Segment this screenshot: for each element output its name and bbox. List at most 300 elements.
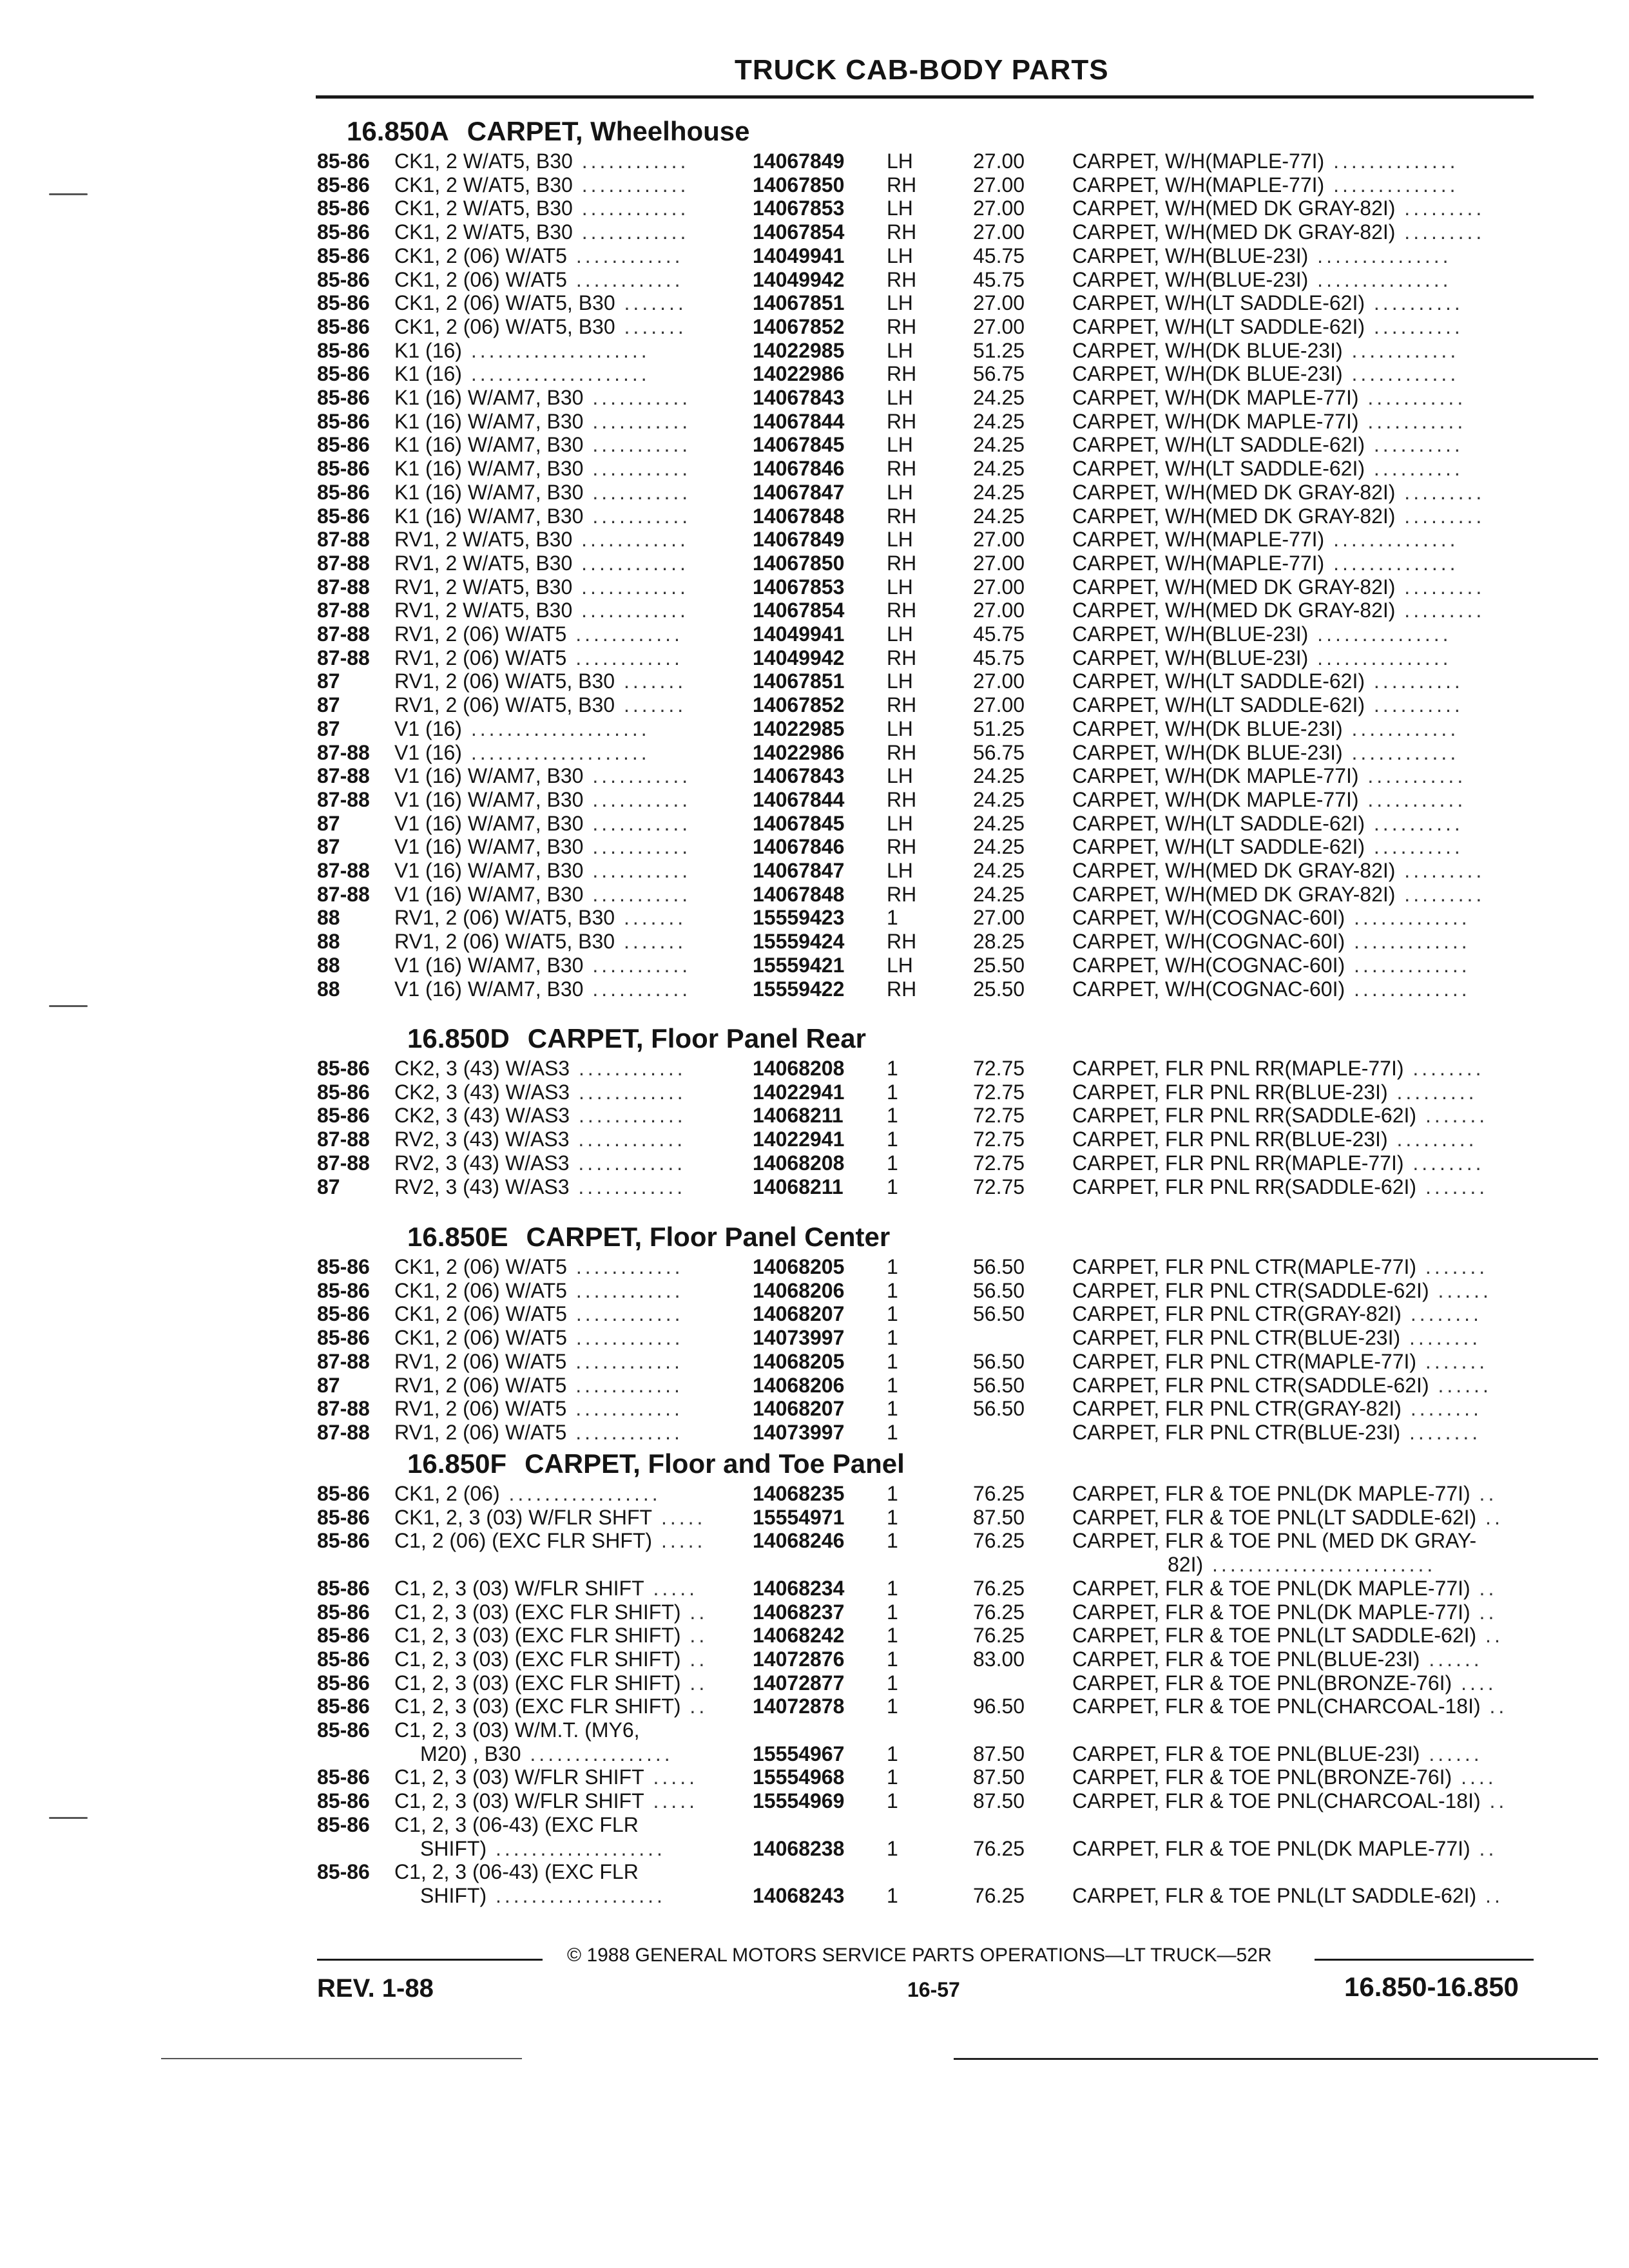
side-or-qty: RH [887,693,917,717]
price: 27.00 [973,551,1025,575]
leader-dots: ............ [566,244,684,267]
application: RV1, 2 (06) W/AT5 ............ [394,1397,683,1421]
part-number: 14067846 [753,835,845,859]
side-or-qty: LH [887,764,913,788]
leader-dots: ............. [1345,930,1470,954]
part-number: 14067853 [753,575,845,599]
application: K1 (16) W/AM7, B30 ........... [394,386,691,409]
description: CARPET, W/H(DK BLUE-23I) ............ [1072,716,1460,740]
side-or-qty: RH [887,220,917,244]
model-years: 85-86 [317,1765,370,1789]
side-or-qty: LH [887,291,913,315]
leader-dots: ............... [1308,244,1452,267]
application: RV1, 2 W/AT5, B30 ............ [394,599,689,622]
side-or-qty: RH [887,457,917,481]
side-or-qty: LH [887,197,913,220]
price: 76.25 [973,1529,1025,1553]
model-years: 87-88 [317,1349,370,1373]
description: CARPET, W/H(LT SADDLE-62I) .......... [1072,291,1463,315]
description: CARPET, FLR PNL RR(BLUE-23I) ......... [1072,1080,1478,1104]
leader-dots: ........... [583,835,691,859]
leader-dots: .................... [461,338,650,362]
price: 24.25 [973,764,1025,788]
leader-dots: ............. [1345,977,1470,1001]
application: RV1, 2 (06) W/AT5 ............ [394,646,683,669]
description: CARPET, W/H(DK BLUE-23I) ............ [1072,740,1460,764]
leader-dots: .. [1476,1883,1503,1907]
side-or-qty: LH [887,149,913,173]
part-number: 14068211 [753,1104,843,1128]
description: CARPET, FLR & TOE PNL(BLUE-23I) ...... [1072,1647,1483,1671]
scan-mark [49,1817,88,1819]
leader-dots: ........... [583,457,691,481]
application: RV1, 2 W/AT5, B30 ............ [394,528,689,552]
leader-dots: .......... [1365,693,1463,717]
application: C1, 2, 3 (03) W/M.T. (MY6, [394,1718,640,1742]
section-code: 16.850D [407,1023,510,1053]
leader-dots: ......... [1395,504,1485,528]
leader-dots: ............ [566,1373,683,1397]
side-or-qty: RH [887,787,917,811]
side-or-qty: 1 [887,1742,898,1765]
description: CARPET, W/H(LT SADDLE-62I) .......... [1072,314,1463,338]
part-number: 14067854 [753,220,845,244]
application: C1, 2, 3 (03) W/FLR SHIFT ..... [394,1576,698,1600]
price: 24.25 [973,504,1025,528]
model-years: 85-86 [317,1529,370,1553]
model-years: 87-88 [317,575,370,599]
leader-dots: ...... [1420,1647,1483,1671]
leader-dots: .......... [1365,457,1463,481]
model-years: 85-86 [317,1278,370,1302]
revision-label: REV. 1-88 [317,1974,434,2003]
model-years: 87 [317,693,340,717]
model-years: 85-86 [317,1789,370,1813]
price: 76.25 [973,1624,1025,1648]
description: CARPET, FLR & TOE PNL (MED DK GRAY- [1072,1529,1477,1553]
price: 72.75 [973,1057,1025,1080]
side-or-qty: LH [887,953,913,977]
leader-dots: ................... [487,1883,666,1907]
description: CARPET, W/H(MED DK GRAY-82I) ......... [1072,220,1485,244]
leader-dots: ........ [1403,1151,1485,1175]
part-number: 14068243 [753,1883,845,1907]
price: 27.00 [973,173,1025,197]
model-years: 85-86 [317,1104,370,1128]
leader-dots: ............... [1308,267,1452,291]
price: 24.25 [973,409,1025,433]
side-or-qty: 1 [887,1600,898,1624]
price: 27.00 [973,669,1025,693]
model-years: 85-86 [317,1482,370,1505]
side-or-qty: LH [887,386,913,409]
leader-dots: .. [1476,1505,1503,1529]
model-years: 87 [317,835,340,859]
description: CARPET, W/H(LT SADDLE-62I) .......... [1072,457,1463,481]
model-years: 87-88 [317,882,370,906]
part-number: 14068234 [753,1576,845,1600]
model-years: 85-86 [317,267,370,291]
model-years: 87 [317,1175,340,1198]
description: CARPET, W/H(LT SADDLE-62I) .......... [1072,433,1463,457]
leader-dots: ......... [1395,220,1485,244]
model-years: 87-88 [317,740,370,764]
leader-dots: ................. [499,1482,661,1505]
leader-dots: .. [1476,1624,1503,1648]
part-number: 15559422 [753,977,845,1001]
description: CARPET, FLR PNL RR(BLUE-23I) ......... [1072,1128,1478,1151]
model-years: 85-86 [317,244,370,267]
part-number: 14022985 [753,716,845,740]
part-number: 14067851 [753,669,845,693]
leader-dots: .... [1452,1765,1497,1789]
leader-dots: .......... [1365,669,1463,693]
part-number: 14067843 [753,386,845,409]
description: CARPET, FLR & TOE PNL(LT SADDLE-62I) .. [1072,1624,1503,1648]
model-years: 87-88 [317,599,370,622]
application: K1 (16) W/AM7, B30 ........... [394,409,691,433]
leader-dots: ....... [615,314,687,338]
side-or-qty: 1 [887,1695,898,1718]
side-or-qty: 1 [887,906,898,930]
leader-dots: ............ [572,551,689,575]
part-number: 14022986 [753,740,845,764]
description: CARPET, FLR & TOE PNL(DK MAPLE-77I) .. [1072,1836,1498,1860]
footer-rule-right [1315,1959,1534,1961]
part-number: 14067849 [753,528,845,552]
side-or-qty: LH [887,859,913,882]
leader-dots: ....... [615,906,687,930]
description: CARPET, FLR PNL RR(MAPLE-77I) ........ [1072,1151,1485,1175]
model-years: 85-86 [317,409,370,433]
price: 27.00 [973,693,1025,717]
side-or-qty: 1 [887,1576,898,1600]
application: RV2, 3 (43) W/AS3 ............ [394,1128,686,1151]
price: 27.00 [973,197,1025,220]
leader-dots: .......... [1365,811,1463,835]
part-number: 14068207 [753,1397,845,1421]
section-code: 16.850F [407,1448,507,1479]
model-years: 88 [317,977,340,1001]
application: RV2, 3 (43) W/AS3 ............ [394,1151,686,1175]
description: CARPET, W/H(DK BLUE-23I) ............ [1072,338,1460,362]
leader-dots: ......... [1395,599,1485,622]
application: C1, 2, 3 (03) W/FLR SHIFT ..... [394,1765,698,1789]
leader-dots: .. [680,1600,708,1624]
application: RV1, 2 (06) W/AT5, B30 ....... [394,693,687,717]
description: CARPET, W/H(MED DK GRAY-82I) ......... [1072,882,1485,906]
side-or-qty: 1 [887,1104,898,1128]
leader-dots: .............. [1324,528,1459,552]
application: RV1, 2 W/AT5, B30 ............ [394,551,689,575]
part-number: 14067851 [753,291,845,315]
side-or-qty: RH [887,930,917,954]
leader-dots: ............ [1342,716,1460,740]
price: 25.50 [973,977,1025,1001]
side-or-qty: 1 [887,1482,898,1505]
side-or-qty: 1 [887,1373,898,1397]
side-or-qty: 1 [887,1057,898,1080]
leader-dots: ............ [570,1080,686,1104]
application: K1 (16) W/AM7, B30 ........... [394,433,691,457]
model-years: 85-86 [317,173,370,197]
price: 45.75 [973,622,1025,646]
application: V1 (16) W/AM7, B30 ........... [394,787,691,811]
part-number: 14049941 [753,622,845,646]
application: C1, 2, 3 (03) (EXC FLR SHIFT) .. [394,1624,708,1648]
leader-dots: ............ [566,1255,684,1278]
side-or-qty: 1 [887,1529,898,1553]
leader-dots: ............ [566,267,684,291]
leader-dots: ........... [583,811,691,835]
part-number: 14067849 [753,149,845,173]
description: CARPET, W/H(COGNAC-60I) ............. [1072,906,1470,930]
model-years: 87-88 [317,646,370,669]
price: 24.25 [973,457,1025,481]
part-number: 14067844 [753,409,845,433]
scan-mark [49,193,88,195]
part-number: 14072878 [753,1695,845,1718]
description: CARPET, W/H(BLUE-23I) ............... [1072,622,1452,646]
price: 27.00 [973,906,1025,930]
price: 87.50 [973,1789,1025,1813]
application: RV1, 2 (06) W/AT5 ............ [394,1349,683,1373]
application: V1 (16) W/AM7, B30 ........... [394,859,691,882]
leader-dots: ........ [1403,1057,1485,1080]
part-number: 14072876 [753,1647,845,1671]
price: 76.25 [973,1600,1025,1624]
leader-dots: ........... [583,386,691,409]
application: C1, 2, 3 (06-43) (EXC FLR [394,1812,639,1836]
leader-dots: ............ [566,646,683,669]
application: V1 (16) W/AM7, B30 ........... [394,977,691,1001]
price: 24.25 [973,811,1025,835]
side-or-qty: RH [887,409,917,433]
side-or-qty: 1 [887,1789,898,1813]
page-title: TRUCK CAB-BODY PARTS [735,54,1109,86]
description: CARPET, W/H(BLUE-23I) ............... [1072,267,1452,291]
description: CARPET, FLR & TOE PNL(BLUE-23I) ...... [1072,1742,1483,1765]
leader-dots: ........... [1358,409,1467,433]
side-or-qty: 1 [887,1326,898,1350]
description: CARPET, FLR PNL CTR(BLUE-23I) ........ [1072,1420,1481,1444]
application: CK2, 3 (43) W/AS3 ............ [394,1080,686,1104]
description: CARPET, W/H(DK BLUE-23I) ............ [1072,362,1460,386]
part-number: 14068207 [753,1302,845,1326]
leader-dots: .. [1480,1695,1508,1718]
price: 76.25 [973,1482,1025,1505]
price: 27.00 [973,291,1025,315]
application: RV1, 2 (06) W/AT5, B30 ....... [394,930,687,954]
side-or-qty: 1 [887,1420,898,1444]
application: CK1, 2 W/AT5, B30 ............ [394,220,689,244]
side-or-qty: RH [887,504,917,528]
price: 56.50 [973,1278,1025,1302]
description: CARPET, W/H(MAPLE-77I) .............. [1072,528,1459,552]
model-years: 85-86 [317,1695,370,1718]
part-number: 14067843 [753,764,845,788]
page-number: 16-57 [907,1978,960,2001]
leader-dots: .. [680,1624,708,1648]
application: C1, 2 (06) (EXC FLR SHFT) ..... [394,1529,706,1553]
leader-dots: ........... [583,433,691,457]
side-or-qty: LH [887,622,913,646]
leader-dots: .............. [1324,173,1459,197]
leader-dots: ............ [566,1420,683,1444]
model-years: 85-86 [317,1326,370,1350]
model-years: 87-88 [317,859,370,882]
leader-dots: ............ [566,1397,683,1421]
leader-dots: ....... [615,291,687,315]
leader-dots: ............ [566,1326,684,1350]
application: CK1, 2 (06) W/AT5, B30 ....... [394,291,687,315]
leader-dots: ....... [1416,1255,1489,1278]
side-or-qty: LH [887,811,913,835]
description: CARPET, W/H(MAPLE-77I) .............. [1072,149,1459,173]
leader-dots: ........ [1401,1397,1482,1421]
part-number: 14068242 [753,1624,845,1648]
model-years: 85-86 [317,1080,370,1104]
application: CK1, 2 (06) ................. [394,1482,661,1505]
leader-dots: ........... [1358,386,1467,409]
leader-dots: ....... [1416,1104,1489,1128]
description: CARPET, W/H(MED DK GRAY-82I) ......... [1072,504,1485,528]
part-number: 14067850 [753,173,845,197]
model-years: 88 [317,953,340,977]
description: CARPET, FLR PNL RR(MAPLE-77I) ........ [1072,1057,1485,1080]
part-number: 14049942 [753,646,845,669]
leader-dots: ............. [1345,906,1470,930]
application: C1, 2, 3 (03) (EXC FLR SHIFT) .. [394,1600,708,1624]
model-years: 85-86 [317,1255,370,1278]
part-number: 14068238 [753,1836,845,1860]
price: 72.75 [973,1151,1025,1175]
side-or-qty: RH [887,835,917,859]
application-continued: SHIFT) ................... [420,1836,666,1860]
part-number: 14067845 [753,433,845,457]
leader-dots: ........... [583,504,691,528]
side-or-qty: 1 [887,1151,898,1175]
price: 45.75 [973,646,1025,669]
application: V1 (16) .................... [394,716,650,740]
application: V1 (16) W/AM7, B30 ........... [394,764,691,788]
price: 72.75 [973,1104,1025,1128]
application: K1 (16) .................... [394,338,650,362]
leader-dots: ..... [644,1765,698,1789]
price: 27.00 [973,599,1025,622]
side-or-qty: 1 [887,1836,898,1860]
leader-dots: .. [1470,1600,1498,1624]
leader-dots: ................... [487,1836,666,1860]
application: CK1, 2 (06) W/AT5 ............ [394,1278,684,1302]
model-years: 85-86 [317,480,370,504]
description: CARPET, W/H(MED DK GRAY-82I) ......... [1072,859,1485,882]
model-years: 85-86 [317,1624,370,1648]
description: CARPET, W/H(LT SADDLE-62I) .......... [1072,669,1463,693]
price: 24.25 [973,882,1025,906]
header-rule [316,95,1534,99]
description-continued: 82I) ......................... [1168,1553,1436,1577]
leader-dots: .................... [461,740,650,764]
scan-line [161,2058,522,2059]
leader-dots: .. [1470,1576,1498,1600]
side-or-qty: 1 [887,1647,898,1671]
side-or-qty: 1 [887,1505,898,1529]
scan-line [954,2058,1598,2060]
leader-dots: ...... [1420,1742,1483,1765]
leader-dots: ...... [1429,1278,1492,1302]
leader-dots: .. [1470,1836,1498,1860]
leader-dots: .. [680,1647,708,1671]
side-or-qty: LH [887,244,913,267]
section-code: 16.850A [347,116,449,146]
side-or-qty: 1 [887,1255,898,1278]
model-years: 87 [317,716,340,740]
description: CARPET, W/H(COGNAC-60I) ............. [1072,977,1470,1001]
description: CARPET, W/H(LT SADDLE-62I) .......... [1072,811,1463,835]
description: CARPET, FLR PNL CTR(GRAY-82I) ........ [1072,1397,1482,1421]
part-number: 14068211 [753,1175,843,1198]
section-code: 16.850E [407,1222,508,1252]
application: C1, 2, 3 (03) (EXC FLR SHIFT) .. [394,1647,708,1671]
description: CARPET, W/H(MED DK GRAY-82I) ......... [1072,197,1485,220]
part-number: 15554967 [753,1742,845,1765]
price: 72.75 [973,1128,1025,1151]
side-or-qty: RH [887,977,917,1001]
model-years: 85-86 [317,457,370,481]
leader-dots: ......... [1395,197,1485,220]
part-number: 15554969 [753,1789,845,1813]
part-number: 14067847 [753,859,845,882]
model-years: 87-88 [317,1420,370,1444]
description: CARPET, FLR & TOE PNL(CHARCOAL-18I) .. [1072,1789,1508,1813]
side-or-qty: 1 [887,1624,898,1648]
leader-dots: ............ [566,622,683,646]
model-years: 85-86 [317,149,370,173]
side-or-qty: 1 [887,1349,898,1373]
leader-dots: ............. [1345,953,1470,977]
side-or-qty: RH [887,362,917,386]
leader-dots: ......... [1387,1128,1478,1151]
leader-dots: .......... [1365,314,1463,338]
leader-dots: .............. [1324,551,1459,575]
leader-dots: .................... [461,362,650,386]
section-heading: CARPET, Floor Panel Rear [527,1023,866,1053]
part-number: 14022941 [753,1080,845,1104]
price: 27.00 [973,149,1025,173]
leader-dots: .. [680,1695,708,1718]
part-number: 14049941 [753,244,845,267]
part-number: 14068205 [753,1349,845,1373]
model-years: 85-86 [317,1576,370,1600]
application: CK2, 3 (43) W/AS3 ............ [394,1104,686,1128]
application-continued: SHIFT) ................... [420,1883,666,1907]
leader-dots: ................ [521,1742,673,1765]
description: CARPET, W/H(MAPLE-77I) .............. [1072,551,1459,575]
description: CARPET, W/H(BLUE-23I) ............... [1072,244,1452,267]
model-years: 87-88 [317,764,370,788]
part-number: 14067852 [753,693,845,717]
description: CARPET, FLR & TOE PNL(LT SADDLE-62I) .. [1072,1883,1503,1907]
side-or-qty: LH [887,669,913,693]
scan-mark [49,1005,88,1007]
section-heading: CARPET, Floor Panel Center [526,1222,891,1252]
leader-dots: ............ [1342,338,1460,362]
model-years: 87-88 [317,1151,370,1175]
leader-dots: .............. [1324,149,1459,173]
part-number: 14068206 [753,1278,845,1302]
part-number: 14073997 [753,1420,845,1444]
